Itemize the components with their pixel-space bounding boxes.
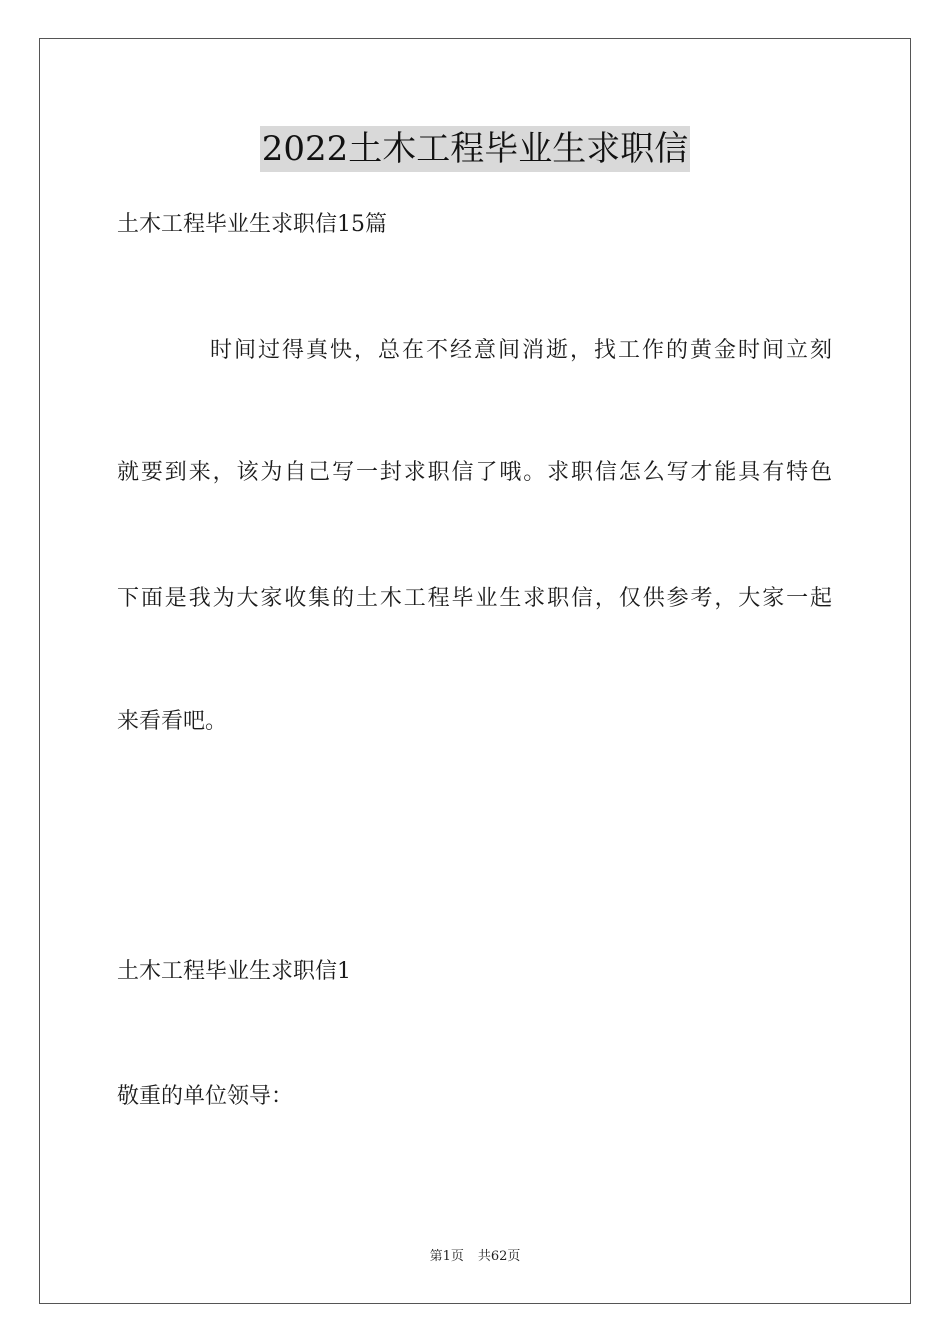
page-footer	[0, 1248, 950, 1266]
intro-line-1: 时间过得真快，总在不经意间消逝，找工作的黄金时间立刻	[210, 338, 832, 363]
intro-line-2: 就要到来，该为自己写一封求职信了哦。求职信怎么写才能具有特色	[117, 460, 832, 485]
title-container	[0, 126, 950, 172]
document-subtitle: 土木工程毕业生求职信15篇	[117, 212, 387, 237]
page-total: 共62页	[477, 1249, 521, 1264]
intro-line-4: 来看看吧。	[117, 709, 228, 734]
intro-line-3: 下面是我为大家收集的土木工程毕业生求职信，仅供参考，大家一起	[117, 586, 832, 611]
document-title: 2022土木工程毕业生求职信	[260, 126, 691, 172]
section-heading: 土木工程毕业生求职信1	[117, 959, 351, 984]
page-number: 第1页	[429, 1249, 464, 1264]
salutation: 敬重的单位领导：	[117, 1084, 294, 1109]
